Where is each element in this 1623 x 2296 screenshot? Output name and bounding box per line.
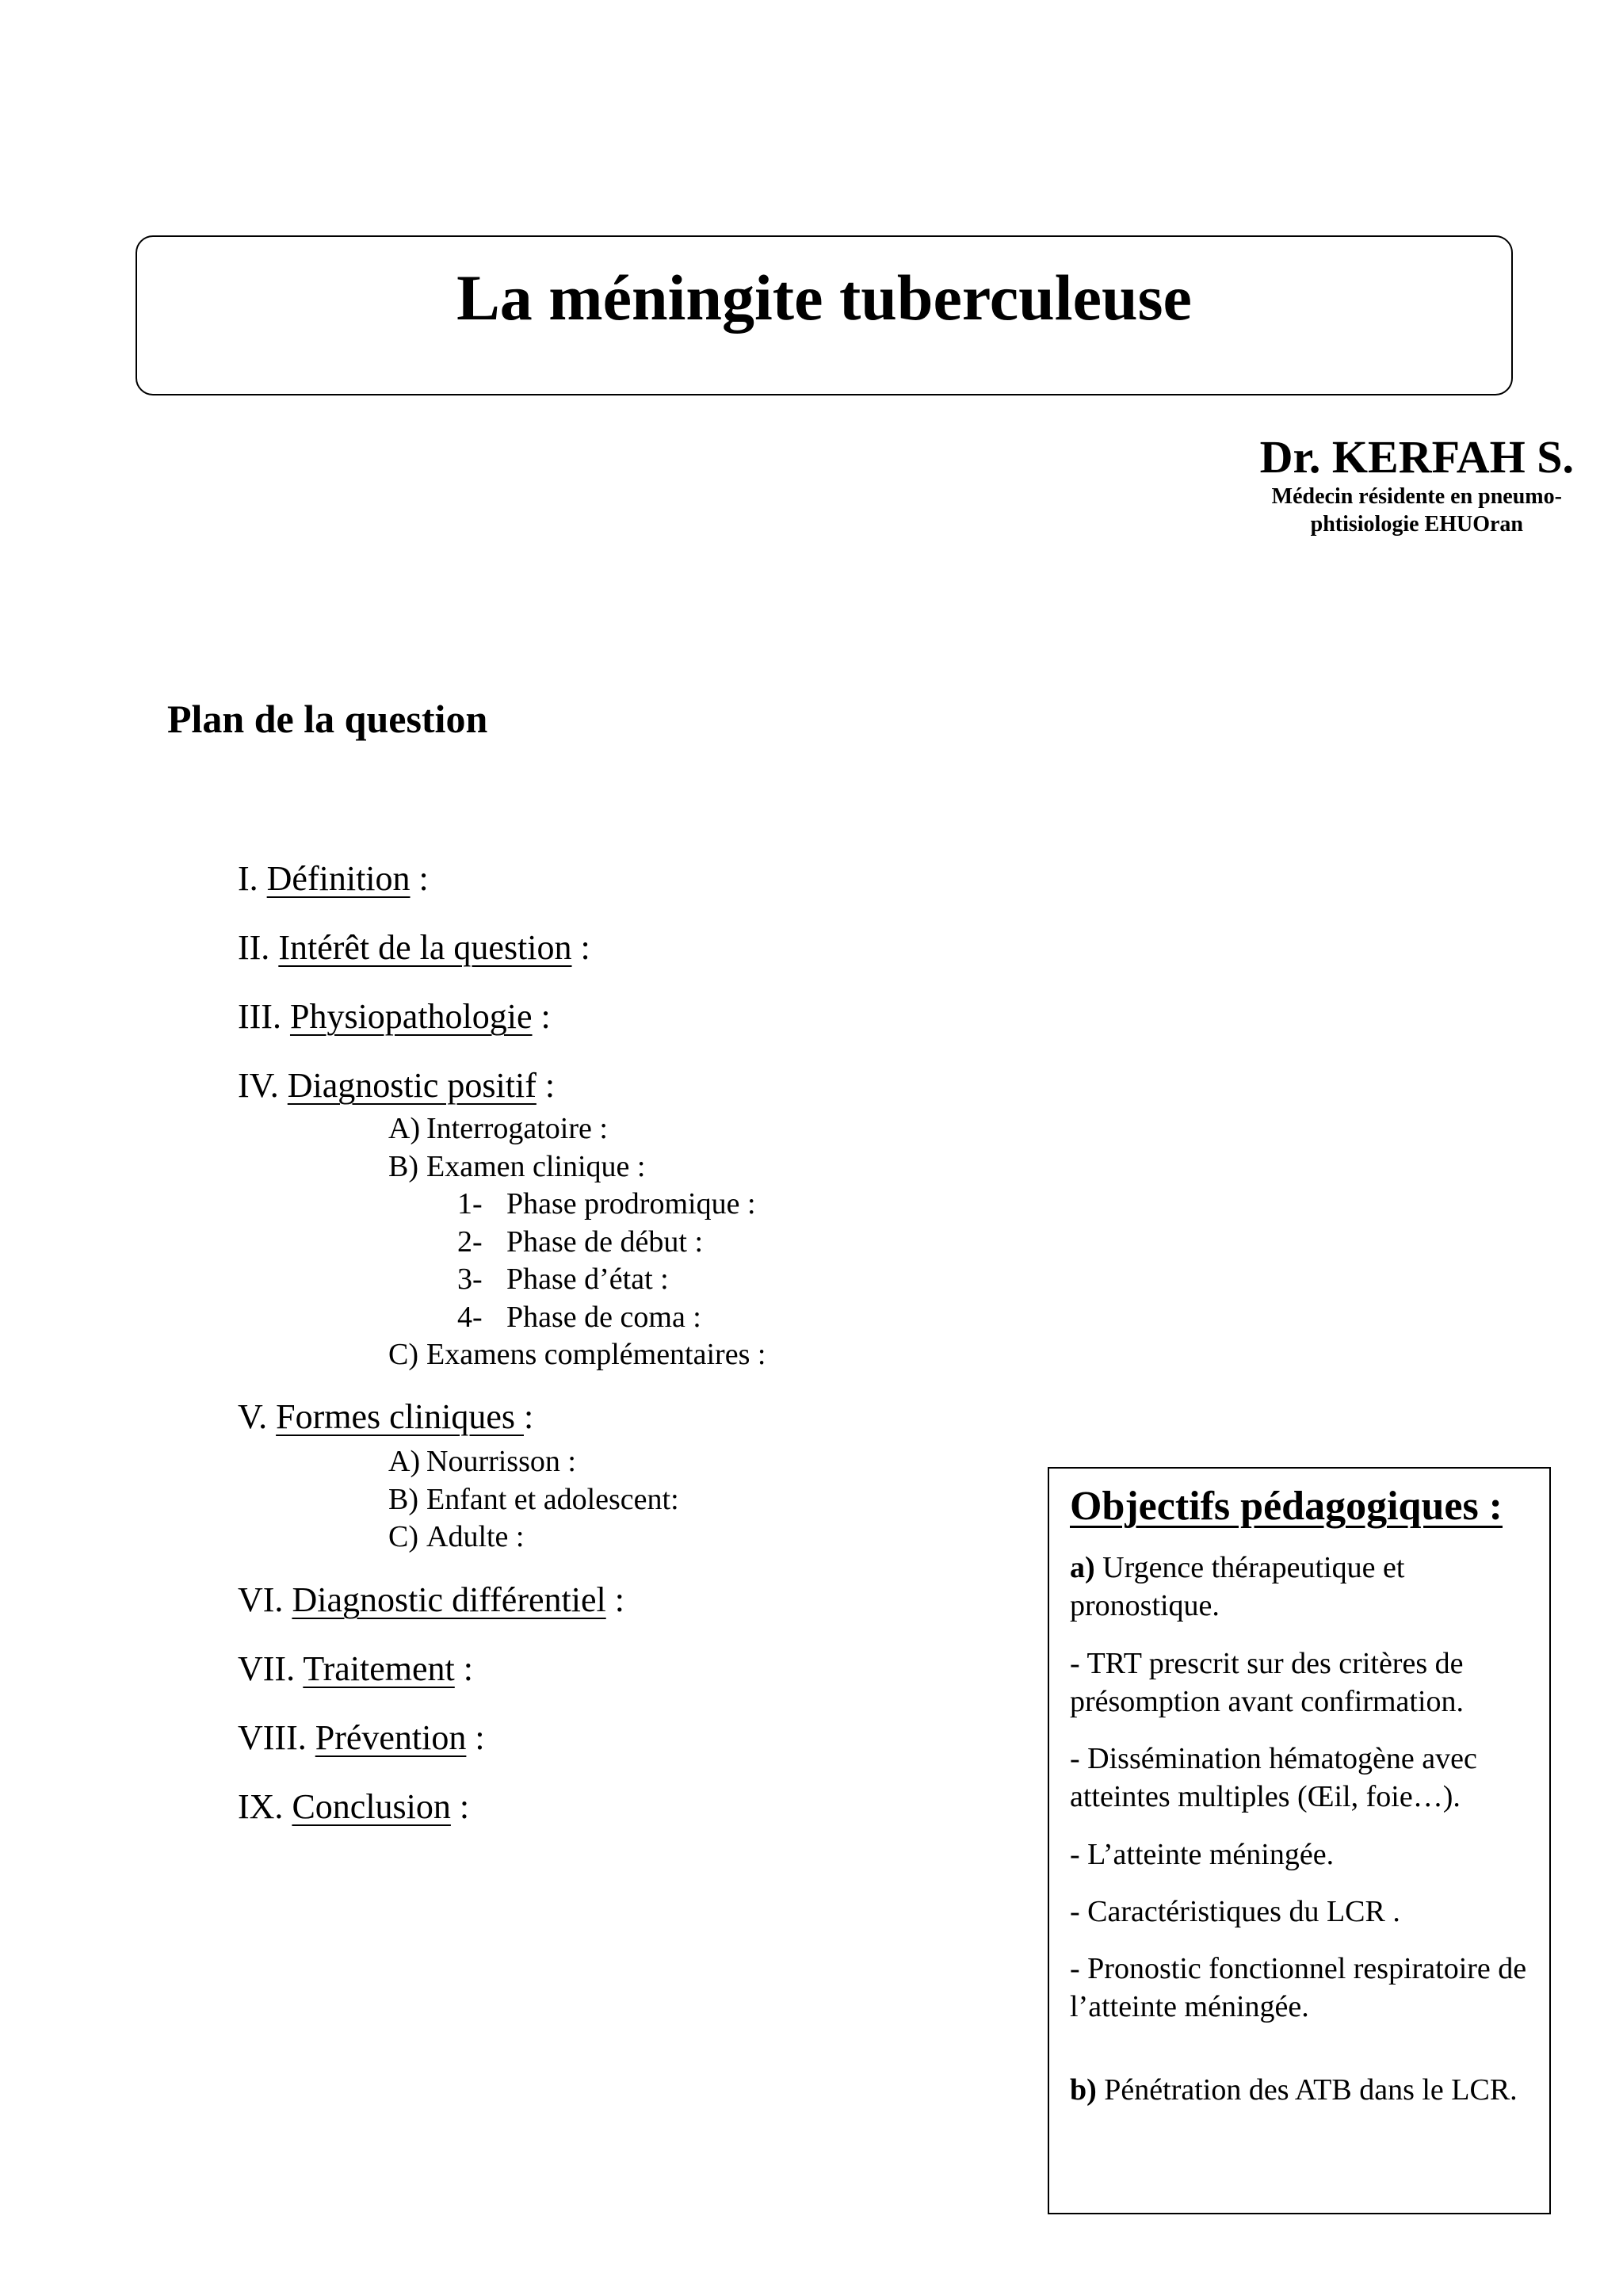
sub-item-text: Adulte : — [426, 1520, 525, 1553]
plan-item-prevention — [238, 1717, 485, 1758]
plan-item-suffix: : — [532, 997, 551, 1036]
plan-item-number: VI. — [238, 1580, 284, 1619]
plan-item-suffix: : — [571, 928, 590, 967]
plan-item-traitement — [238, 1648, 473, 1689]
sub-item-text: Nourrisson : — [426, 1445, 576, 1478]
phase-text: Phase de début : — [506, 1225, 704, 1259]
sub-item-marker: B) — [388, 1483, 418, 1516]
plan-item-physiopathologie — [238, 996, 551, 1037]
plan-item-title: Prévention — [315, 1718, 467, 1757]
plan-item-conclusion — [238, 1786, 469, 1827]
phase-marker: 4- — [457, 1301, 483, 1334]
phase-marker: 3- — [457, 1263, 483, 1296]
phase-item — [457, 1224, 703, 1259]
plan-item-number: IV. — [238, 1066, 279, 1105]
author-role-line-2: phtisiologie EHUOran — [1310, 511, 1523, 537]
phase-text: Phase prodromique : — [506, 1187, 756, 1221]
author-role-line-1: Médecin résidente en pneumo- — [1271, 483, 1562, 509]
sub-item-text: Examen clinique : — [426, 1150, 646, 1183]
sub-item-interrogatoire — [388, 1111, 608, 1146]
objective-point: - Caractéristiques du LCR . — [1070, 1894, 1400, 1928]
plan-item-number: VII. — [238, 1649, 296, 1688]
phase-item — [457, 1300, 701, 1335]
phase-marker: 2- — [457, 1225, 483, 1259]
objective-a-text: Urgence thérapeutique et pronostique. — [1070, 1551, 1405, 1623]
plan-item-number: III. — [238, 997, 281, 1036]
plan-item-title: Définition — [266, 859, 411, 898]
objective-point: - L’atteinte méningée. — [1070, 1837, 1335, 1871]
plan-item-title: Physiopathologie — [289, 997, 533, 1036]
sub-item-marker: C) — [388, 1520, 418, 1553]
sub-item-marker: C) — [388, 1338, 418, 1371]
plan-item-title: Conclusion — [292, 1787, 451, 1826]
objective-b-label: b) — [1070, 2073, 1097, 2107]
author-name: Dr. KERFAH S. — [1259, 431, 1574, 483]
objective-b-text: Pénétration des ATB dans le LCR. — [1096, 2073, 1518, 2107]
phase-text: Phase de coma : — [506, 1301, 701, 1334]
plan-item-number: II. — [238, 928, 270, 967]
plan-item-title: Traitement — [303, 1649, 455, 1688]
sub-item-text: Enfant et adolescent: — [426, 1483, 679, 1516]
phase-marker: 1- — [457, 1187, 483, 1221]
plan-item-title: Diagnostic positif — [287, 1066, 537, 1105]
objective-point: - Dissémination hématogène avec atteintes multiples (Œil, foie…). — [1070, 1742, 1477, 1814]
sub-item-text: Interrogatoire : — [426, 1112, 608, 1145]
plan-item-interet — [238, 927, 590, 968]
sub-item-marker: A) — [388, 1445, 421, 1478]
sub-item-marker: B) — [388, 1150, 418, 1183]
sub-item-text: Examens complémentaires : — [426, 1338, 766, 1371]
phase-text: Phase d’état : — [506, 1263, 669, 1296]
objective-point: - Pronostic fonctionnel respiratoire de l’atteinte méningée. — [1070, 1952, 1527, 2024]
plan-item-number: I. — [238, 859, 258, 898]
plan-item-number: IX. — [238, 1787, 284, 1826]
plan-item-diagnostic-positif — [238, 1065, 555, 1106]
document-title: La méningite tuberculeuse — [456, 262, 1192, 334]
objective-b — [1070, 2071, 1529, 2109]
plan-item-suffix: : — [523, 1397, 534, 1436]
sub-item-adulte — [388, 1519, 524, 1554]
sub-item-nourrisson — [388, 1444, 576, 1479]
plan-item-suffix: : — [450, 1787, 470, 1826]
plan-heading: Plan de la question — [167, 697, 488, 741]
plan-item-number: V. — [238, 1397, 268, 1436]
author-block — [1260, 432, 1574, 538]
sub-item-marker: A) — [388, 1112, 421, 1145]
plan-item-diagnostic-differentiel — [238, 1580, 624, 1620]
plan-item-suffix: : — [605, 1580, 624, 1619]
plan-item-suffix: : — [410, 859, 429, 898]
plan-item-title: Diagnostic différentiel — [292, 1580, 606, 1619]
phase-item — [457, 1262, 669, 1297]
objectives-heading: Objectifs pédagogiques : — [1070, 1484, 1503, 1529]
objectives-box — [1048, 1467, 1551, 2214]
plan-item-suffix: : — [536, 1066, 556, 1105]
plan-item-suffix: : — [466, 1718, 485, 1757]
objective-a — [1070, 1549, 1529, 1626]
sub-item-enfant — [388, 1482, 679, 1517]
phase-item — [457, 1186, 756, 1221]
objective-a-label: a) — [1070, 1551, 1095, 1584]
title-box — [136, 235, 1513, 395]
plan-item-title: Formes cliniques — [276, 1397, 524, 1436]
plan-item-title: Intérêt de la question — [278, 928, 572, 967]
sub-item-examen-clinique — [388, 1149, 645, 1184]
plan-item-formes-cliniques — [238, 1396, 533, 1437]
sub-item-examens-complementaires — [388, 1337, 766, 1372]
plan-item-number: VIII. — [238, 1718, 307, 1757]
plan-item-definition — [238, 858, 429, 899]
objective-point: - TRT prescrit sur des critères de présomption avant confirmation. — [1070, 1646, 1465, 1718]
plan-item-suffix: : — [454, 1649, 474, 1688]
